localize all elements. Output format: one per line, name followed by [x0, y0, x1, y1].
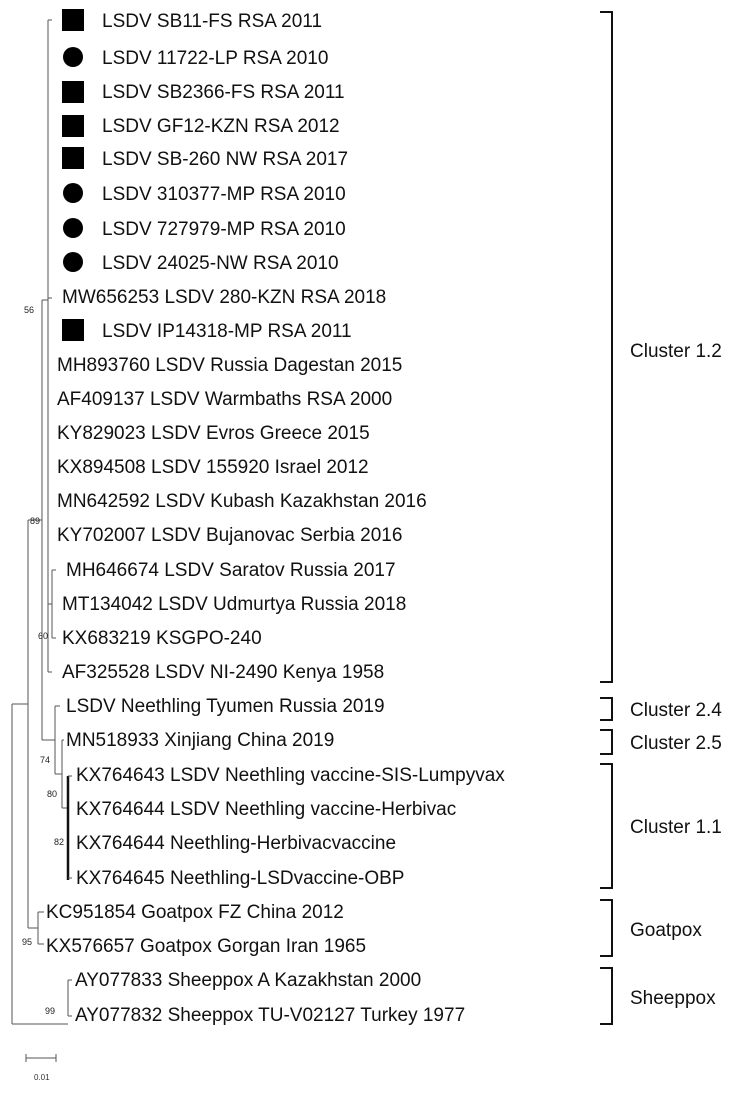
taxon-label: MH893760 LSDV Russia Dagestan 2015: [57, 355, 403, 376]
taxon-label: LSDV IP14318-MP RSA 2011: [102, 321, 352, 342]
taxon-label: KX764643 LSDV Neethling vaccine-SIS-Lumpyvax: [76, 765, 505, 786]
bootstrap-value: 60: [37, 631, 48, 641]
bootstrap-value: 89: [29, 516, 40, 526]
taxon-label: LSDV 24025-NW RSA 2010: [102, 253, 339, 274]
taxon-label: LSDV SB-260 NW RSA 2017: [102, 149, 349, 170]
taxon-label: MW656253 LSDV 280-KZN RSA 2018: [62, 287, 387, 308]
taxon-label: KY702007 LSDV Bujanovac Serbia 2016: [57, 525, 403, 546]
cluster-label: Sheeppox: [630, 988, 716, 1009]
square-marker-icon: [62, 147, 84, 169]
cluster-label: Cluster 2.5: [630, 733, 722, 754]
square-marker-icon: [62, 9, 84, 31]
bootstrap-value: 99: [44, 1006, 55, 1016]
taxon-label: KX576657 Goatpox Gorgan Iran 1965: [46, 936, 367, 957]
taxon-label: KX764644 LSDV Neethling vaccine-Herbivac: [76, 799, 457, 820]
cluster-bracket: [600, 968, 612, 1024]
taxa: [46, 9, 505, 1026]
taxon-label: KX683219 KSGPO-240: [62, 628, 262, 649]
bootstrap-value: 80: [46, 789, 57, 799]
circle-marker-icon: [63, 218, 83, 238]
bootstrap-value: 74: [39, 755, 50, 765]
taxon-label: KX894508 LSDV 155920 Israel 2012: [57, 457, 369, 478]
square-marker-icon: [62, 319, 84, 341]
cluster-labels: [630, 341, 722, 1009]
cluster-bracket: [600, 764, 612, 888]
taxon-label: AY077832 Sheeppox TU-V02127 Turkey 1977: [75, 1005, 466, 1026]
taxon-label: KX764645 Neethling-LSDvaccine-OBP: [76, 868, 405, 889]
cluster-bracket: [600, 900, 612, 956]
circle-marker-icon: [63, 252, 83, 272]
square-marker-icon: [62, 115, 84, 137]
taxon-label: AF409137 LSDV Warmbaths RSA 2000: [57, 389, 393, 410]
taxon-label: KX764644 Neethling-Herbivacvaccine: [76, 833, 397, 854]
taxon-label: LSDV SB2366-FS RSA 2011: [102, 82, 345, 103]
taxon-label: LSDV Neethling Tyumen Russia 2019: [66, 696, 385, 717]
taxon-label: MN518933 Xinjiang China 2019: [66, 730, 335, 751]
bootstrap-value: 56: [23, 305, 34, 315]
taxon-label: KY829023 LSDV Evros Greece 2015: [57, 423, 370, 444]
cluster-label: Cluster 1.1: [630, 817, 722, 838]
taxon-label: MN642592 LSDV Kubash Kazakhstan 2016: [57, 491, 427, 512]
taxon-label: LSDV 11722-LP RSA 2010: [102, 48, 329, 69]
cluster-label: Goatpox: [630, 920, 702, 941]
taxon-label: LSDV SB11-FS RSA 2011: [102, 11, 323, 32]
taxon-label: LSDV GF12-KZN RSA 2012: [102, 116, 340, 137]
taxon-label: LSDV 310377-MP RSA 2010: [102, 184, 346, 205]
cluster-bracket: [600, 730, 612, 754]
taxon-label: AF325528 LSDV NI-2490 Kenya 1958: [62, 662, 385, 683]
taxon-label: MH646674 LSDV Saratov Russia 2017: [66, 560, 396, 581]
circle-marker-icon: [63, 47, 83, 67]
cluster-label: Cluster 2.4: [630, 700, 722, 721]
cluster-bracket: [600, 12, 612, 682]
taxon-label: AY077833 Sheeppox A Kazakhstan 2000: [75, 970, 422, 991]
scale-bar-label: 0.01: [34, 1073, 50, 1082]
cluster-brackets: [600, 12, 612, 1024]
circle-marker-icon: [63, 183, 83, 203]
taxon-label: MT134042 LSDV Udmurtya Russia 2018: [62, 594, 407, 615]
cluster-label: Cluster 1.2: [630, 341, 722, 362]
bootstrap-value: 95: [21, 937, 32, 947]
bootstrap-value: 82: [53, 837, 64, 847]
square-marker-icon: [62, 81, 84, 103]
cluster-bracket: [600, 698, 612, 720]
taxon-label: LSDV 727979-MP RSA 2010: [102, 219, 346, 240]
taxon-label: KC951854 Goatpox FZ China 2012: [46, 902, 344, 923]
